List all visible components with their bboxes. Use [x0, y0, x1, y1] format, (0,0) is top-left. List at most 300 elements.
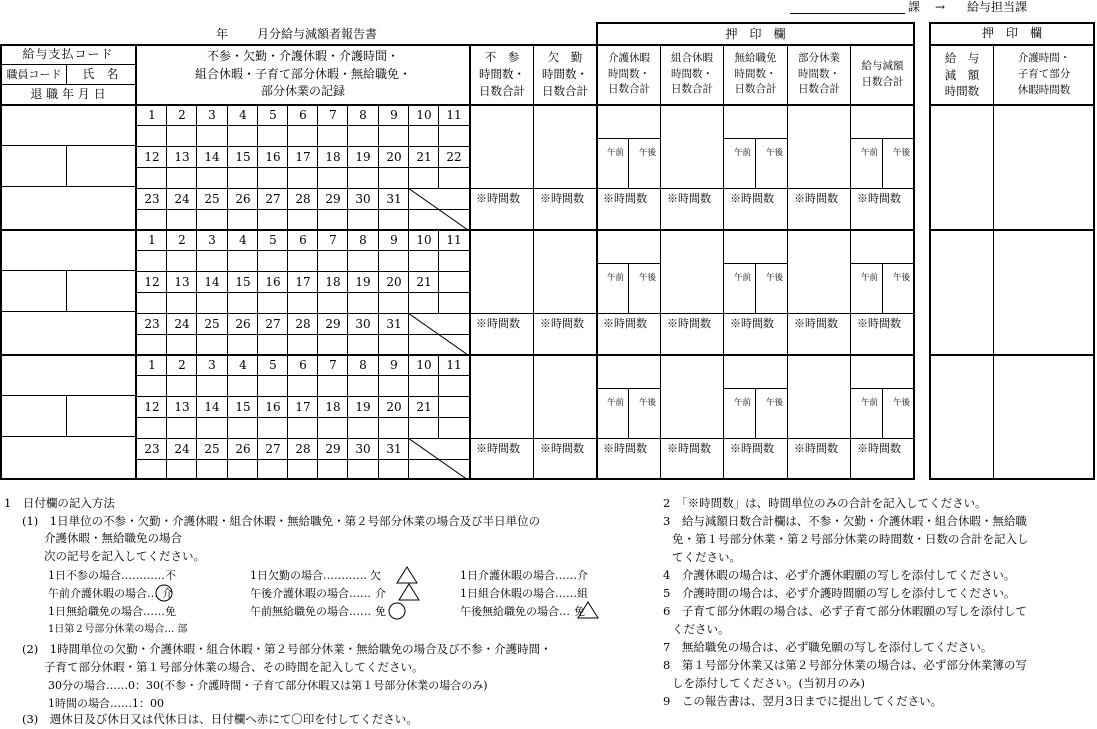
- kaigo-jikan-entry[interactable]: [995, 231, 1093, 352]
- seal-header: 押 印 欄: [725, 26, 786, 41]
- day-number: 19: [355, 274, 371, 289]
- ampm-divider: [882, 263, 883, 313]
- col-kaigo-header: 介護休暇 時間数・ 日数合計: [608, 51, 650, 96]
- hours-divider: [470, 438, 915, 439]
- pay-code-field[interactable]: [2, 356, 134, 394]
- day-number: 8: [359, 232, 367, 247]
- circle-icon: [388, 602, 406, 620]
- day-number: 4: [239, 107, 247, 122]
- day-number: 6: [299, 107, 307, 122]
- hours-label: ※時間数: [603, 192, 647, 205]
- day-number: 12: [144, 274, 160, 289]
- kyuyo-gengaku-entry[interactable]: [931, 231, 992, 352]
- day-entry-cell[interactable]: [137, 126, 166, 145]
- day-entry-cell[interactable]: [409, 126, 438, 145]
- day-number: 27: [265, 316, 281, 331]
- note-6b: ください。: [672, 622, 730, 636]
- day-entry-cell[interactable]: [137, 251, 166, 270]
- day-entry-cell[interactable]: [348, 460, 377, 479]
- note-3b: 免・第１号部分休業・第２号部分休業の時間数・日数の合計を記入し: [672, 532, 1029, 546]
- day-number: 7: [329, 107, 337, 122]
- note-8b: しを添付してください。(当初月のみ): [672, 676, 865, 690]
- kyuyo-gengaku-entry[interactable]: [931, 356, 992, 477]
- day-number: 25: [204, 316, 220, 331]
- hours-label: ※時間数: [794, 442, 838, 455]
- day-entry-cell[interactable]: [318, 210, 347, 229]
- day-entry-cell[interactable]: [318, 335, 347, 354]
- total-entry-cell[interactable]: [535, 231, 595, 311]
- day-entry-cell[interactable]: [258, 376, 287, 395]
- day-entry-cell[interactable]: [288, 251, 317, 270]
- day-number: 21: [416, 149, 432, 164]
- day-entry-cell[interactable]: [167, 335, 196, 354]
- hours-label: ※時間数: [730, 192, 774, 205]
- circle-icon: [155, 584, 173, 602]
- day-entry-cell[interactable]: [379, 418, 408, 437]
- note-8a: 8 第１号部分休業又は第２号部分休業の場合は、必ず部分休業簿の写: [663, 658, 1027, 672]
- ampm-divider: [755, 388, 756, 438]
- day-entry-cell[interactable]: [379, 251, 408, 270]
- day-number: 8: [359, 357, 367, 372]
- day-entry-cell[interactable]: [137, 418, 166, 437]
- triangle-icon: [577, 601, 599, 619]
- day-number: 21: [416, 274, 432, 289]
- hours-label: ※時間数: [857, 317, 901, 330]
- day-entry-cell[interactable]: [288, 335, 317, 354]
- day-number: 14: [204, 274, 220, 289]
- day-number: 11: [446, 357, 462, 372]
- note-5: 5 介護時間の場合は、必ず介護時間願の写しを添付してください。: [663, 586, 1016, 600]
- note-1-2b: 子育て部分休暇・第１号部分休業の場合、その時間を記入してください。: [44, 660, 424, 674]
- day-number: 26: [235, 191, 251, 206]
- day-number: 19: [355, 149, 371, 164]
- day-number: 31: [386, 191, 402, 206]
- day-number: 30: [355, 191, 371, 206]
- day-entry-cell[interactable]: [228, 335, 257, 354]
- am-label: 午前: [607, 273, 625, 283]
- day-entry-cell[interactable]: [288, 460, 317, 479]
- day-number: 8: [359, 107, 367, 122]
- day-number: 13: [174, 399, 190, 414]
- symbol-pm-kaigo: 午後介護休暇の場合…… 介: [250, 587, 386, 600]
- day-entry-cell[interactable]: [228, 460, 257, 479]
- day-entry-cell[interactable]: [167, 293, 196, 312]
- total-entry-cell[interactable]: [471, 106, 532, 186]
- hours-divider: [470, 188, 915, 189]
- day-entry-cell[interactable]: [197, 168, 226, 187]
- day-number: 21: [416, 399, 432, 414]
- note-4: 4 介護休暇の場合は、必ず介護休暇願の写しを添付してください。: [663, 568, 1016, 582]
- day-entry-cell[interactable]: [228, 210, 257, 229]
- note-6a: 6 子育て部分休暇の場合は、必ず子育て部分休暇願の写しを添付して: [663, 604, 1027, 618]
- day-number: 23: [144, 191, 160, 206]
- day-number: 4: [239, 357, 247, 372]
- ampm-divider: [755, 138, 756, 188]
- day-number: 23: [144, 316, 160, 331]
- record-header: 不参・欠勤・介護休暇・介護時間・ 組合休暇・子育て部分休暇・無給職免・ 部分休業の記録: [194, 49, 411, 99]
- day-entry-cell[interactable]: [197, 418, 226, 437]
- day-entry-cell[interactable]: [167, 168, 196, 187]
- day-entry-cell[interactable]: [379, 210, 408, 229]
- right-col-kyuyo-header: 給 与 減 額 時間数: [944, 50, 980, 99]
- day-entry-cell[interactable]: [197, 335, 226, 354]
- day-number: 24: [174, 191, 190, 206]
- header-pay-code: 給与支払コード: [22, 47, 114, 62]
- day-entry-cell[interactable]: [167, 418, 196, 437]
- right-col-kaigo-header: 介護時間・ 子育て部分 休暇時間数: [1017, 52, 1071, 96]
- symbol-pm-mukyu: 午後無給職免の場合… 免: [460, 605, 585, 618]
- total-entry-cell[interactable]: [662, 106, 722, 186]
- pm-label: 午後: [766, 273, 784, 283]
- division-name-line[interactable]: [790, 13, 905, 14]
- day-number: 16: [265, 149, 281, 164]
- day-entry-cell[interactable]: [379, 460, 408, 479]
- hours-label: ※時間数: [540, 317, 584, 330]
- note-1: 1 日付欄の記入方法: [4, 496, 115, 510]
- hours-divider: [470, 313, 915, 314]
- day-number: 30: [355, 441, 371, 456]
- am-label: 午前: [861, 148, 879, 158]
- day-number: 2: [178, 107, 186, 122]
- day-number: 24: [174, 441, 190, 456]
- day-number: 10: [416, 357, 432, 372]
- day-entry-cell[interactable]: [228, 126, 257, 145]
- day-entry-cell[interactable]: [409, 418, 438, 437]
- ampm-divider: [882, 388, 883, 438]
- ampm-divider: [628, 388, 629, 438]
- day-number: 4: [239, 232, 247, 247]
- day-number: 2: [178, 232, 186, 247]
- day-entry-cell[interactable]: [258, 335, 287, 354]
- day-entry-cell[interactable]: [167, 460, 196, 479]
- hours-label: ※時間数: [667, 442, 711, 455]
- pay-code-field[interactable]: [2, 231, 134, 269]
- day-entry-cell[interactable]: [379, 126, 408, 145]
- day-entry-cell[interactable]: [258, 126, 287, 145]
- total-entry-cell[interactable]: [662, 356, 722, 436]
- day-number: 3: [208, 232, 216, 247]
- day-number: 13: [174, 274, 190, 289]
- total-entry-cell[interactable]: [535, 106, 595, 186]
- day-entry-cell[interactable]: [258, 168, 287, 187]
- diagonal-slash-cell: [408, 188, 468, 230]
- hours-label: ※時間数: [603, 317, 647, 330]
- header-retire-date: 退 職 年 月 日: [30, 87, 106, 102]
- day-entry-cell[interactable]: [409, 251, 438, 270]
- day-number: 27: [265, 191, 281, 206]
- day-number: 28: [295, 316, 311, 331]
- note-1-1b: 介護休暇・無給職免の場合: [44, 531, 182, 545]
- kekkin-triangle-mark: 欠: [370, 569, 381, 582]
- day-entry-cell[interactable]: [318, 126, 347, 145]
- total-entry-cell[interactable]: [535, 356, 595, 436]
- ampm-divider: [851, 388, 915, 389]
- ampm-divider: [755, 263, 756, 313]
- pm-label: 午後: [893, 148, 911, 158]
- day-entry-cell[interactable]: [197, 126, 226, 145]
- day-number: 25: [204, 191, 220, 206]
- day-number: 18: [325, 399, 341, 414]
- hours-label: ※時間数: [476, 192, 520, 205]
- day-entry-cell[interactable]: [348, 210, 377, 229]
- staff-code-field[interactable]: [2, 146, 65, 185]
- day-entry-cell[interactable]: [409, 376, 438, 395]
- form-title-year: 年: [216, 27, 229, 41]
- day-entry-cell[interactable]: [288, 168, 317, 187]
- day-number: 5: [269, 357, 277, 372]
- day-entry-cell[interactable]: [197, 460, 226, 479]
- hours-label: ※時間数: [603, 442, 647, 455]
- day-entry-cell[interactable]: [197, 293, 226, 312]
- day-number: 26: [235, 441, 251, 456]
- hours-label: ※時間数: [794, 192, 838, 205]
- total-entry-cell[interactable]: [789, 106, 849, 186]
- day-entry-cell[interactable]: [167, 376, 196, 395]
- day-number: 5: [269, 107, 277, 122]
- diagonal-slash-cell: [408, 438, 468, 480]
- ampm-divider: [851, 263, 915, 264]
- triangle-icon: [398, 583, 420, 601]
- day-entry-cell[interactable]: [318, 418, 347, 437]
- day-number: 1: [148, 107, 156, 122]
- am-label: 午前: [607, 148, 625, 158]
- day-entry-cell[interactable]: [137, 460, 166, 479]
- day-entry-cell[interactable]: [348, 293, 377, 312]
- day-number: 11: [446, 107, 462, 122]
- day-entry-cell[interactable]: [348, 418, 377, 437]
- day-number: 18: [325, 149, 341, 164]
- hours-label: ※時間数: [476, 317, 520, 330]
- day-entry-cell[interactable]: [439, 168, 468, 187]
- day-entry-cell[interactable]: [288, 126, 317, 145]
- day-entry-cell[interactable]: [348, 126, 377, 145]
- day-number: 12: [144, 399, 160, 414]
- staff-code-field[interactable]: [2, 271, 65, 310]
- day-entry-cell[interactable]: [348, 376, 377, 395]
- note-1-3: (3) 週休日及び休日又は代休日は、日付欄へ赤にて〇印を付してください。: [22, 712, 418, 726]
- day-entry-cell[interactable]: [258, 418, 287, 437]
- note-1-1c: 次の記号を記入してください。: [44, 549, 205, 563]
- day-entry-cell[interactable]: [288, 376, 317, 395]
- staff-code-field[interactable]: [2, 396, 65, 435]
- symbol-1day-kekkin: 1日欠勤の場合………… 欠: [250, 569, 381, 582]
- day-entry-cell[interactable]: [439, 251, 468, 270]
- ampm-divider: [628, 263, 629, 313]
- day-number: 31: [386, 316, 402, 331]
- hours-label: ※時間数: [667, 192, 711, 205]
- day-entry-cell[interactable]: [409, 293, 438, 312]
- note-3a: 3 給与減額日数合計欄は、不参・欠勤・介護休暇・組合休暇・無給職: [663, 514, 1027, 528]
- day-entry-cell[interactable]: [258, 460, 287, 479]
- hours-label: ※時間数: [667, 317, 711, 330]
- am-label: 午前: [607, 398, 625, 408]
- day-entry-cell[interactable]: [137, 168, 166, 187]
- note-2: 2 「※時間数」は、時間単位のみの合計を記入してください。: [663, 496, 987, 510]
- ampm-divider: [628, 138, 629, 188]
- day-entry-cell[interactable]: [137, 210, 166, 229]
- day-number: 19: [355, 399, 371, 414]
- am-label: 午前: [861, 398, 879, 408]
- day-entry-cell[interactable]: [318, 460, 347, 479]
- pm-label: 午後: [766, 148, 784, 158]
- day-entry-cell[interactable]: [318, 293, 347, 312]
- day-entry-cell[interactable]: [379, 293, 408, 312]
- day-entry-cell[interactable]: [228, 293, 257, 312]
- day-number: 7: [329, 357, 337, 372]
- pm-label: 午後: [639, 273, 657, 283]
- day-number: 20: [386, 399, 402, 414]
- day-entry-cell[interactable]: [318, 168, 347, 187]
- day-number: 23: [144, 441, 160, 456]
- day-entry-cell[interactable]: [167, 251, 196, 270]
- day-number: 3: [208, 107, 216, 122]
- am-label: 午前: [734, 148, 752, 158]
- day-number: 28: [295, 441, 311, 456]
- day-number: 26: [235, 316, 251, 331]
- day-entry-cell[interactable]: [288, 210, 317, 229]
- day-number: 28: [295, 191, 311, 206]
- day-entry-cell[interactable]: [439, 376, 468, 395]
- day-number: 13: [174, 149, 190, 164]
- day-entry-cell[interactable]: [258, 293, 287, 312]
- day-entry-cell[interactable]: [258, 210, 287, 229]
- day-number: 30: [355, 316, 371, 331]
- header-name: 氏 名: [82, 67, 119, 82]
- day-entry-cell[interactable]: [137, 293, 166, 312]
- day-number: 1: [148, 357, 156, 372]
- note-3c: てください。: [672, 550, 741, 564]
- symbol-am-mukyu: 午前無給職免の場合…… 免: [250, 605, 386, 618]
- hours-label: ※時間数: [540, 442, 584, 455]
- seal-header-right: 押 印 欄: [981, 26, 1042, 41]
- header-staff-code: 職員コード: [6, 67, 62, 81]
- col-mukyu-header: 無給職免 時間数・ 日数合計: [734, 51, 777, 96]
- pm-label: 午後: [893, 398, 911, 408]
- day-entry-cell[interactable]: [228, 251, 257, 270]
- day-entry-cell[interactable]: [167, 210, 196, 229]
- arrow-icon: →: [935, 0, 946, 14]
- symbol-1day-mukyu: 1日無給職免の場合……免: [48, 605, 176, 618]
- day-number: 11: [446, 232, 462, 247]
- day-number: 27: [265, 441, 281, 456]
- total-entry-cell[interactable]: [789, 231, 849, 311]
- day-entry-cell[interactable]: [348, 251, 377, 270]
- hours-label: ※時間数: [857, 442, 901, 455]
- am-label: 午前: [734, 273, 752, 283]
- ampm-divider: [882, 138, 883, 188]
- day-number: 29: [325, 316, 341, 331]
- day-entry-cell[interactable]: [318, 376, 347, 395]
- day-number: 15: [235, 149, 251, 164]
- kaigo-jikan-entry[interactable]: [995, 356, 1093, 477]
- total-entry-cell[interactable]: [789, 356, 849, 436]
- pay-code-field[interactable]: [2, 106, 134, 144]
- day-number: 20: [386, 149, 402, 164]
- total-entry-cell[interactable]: [471, 356, 532, 436]
- symbol-1day-bubun: 1日第２号部分休業の場合… 部: [48, 624, 188, 635]
- day-number: 17: [295, 399, 311, 414]
- note-9: 9 この報告書は、翌月3日までに提出してください。: [663, 694, 943, 708]
- day-number: 18: [325, 274, 341, 289]
- pm-label: 午後: [639, 148, 657, 158]
- am-label: 午前: [734, 398, 752, 408]
- total-entry-cell[interactable]: [471, 231, 532, 311]
- day-number: 3: [208, 357, 216, 372]
- day-number: 6: [299, 232, 307, 247]
- day-number: 14: [204, 399, 220, 414]
- retire-date-field[interactable]: [2, 187, 134, 227]
- day-number: 12: [144, 149, 160, 164]
- day-number: 10: [416, 107, 432, 122]
- pm-label: 午後: [893, 273, 911, 283]
- total-entry-cell[interactable]: [662, 231, 722, 311]
- day-number: 24: [174, 316, 190, 331]
- day-entry-cell[interactable]: [228, 418, 257, 437]
- day-entry-cell[interactable]: [379, 376, 408, 395]
- day-entry-cell[interactable]: [228, 168, 257, 187]
- day-entry-cell[interactable]: [348, 335, 377, 354]
- day-number: 14: [204, 149, 220, 164]
- day-entry-cell[interactable]: [318, 251, 347, 270]
- day-entry-cell[interactable]: [197, 251, 226, 270]
- kyuyo-gengaku-entry[interactable]: [931, 106, 992, 227]
- day-entry-cell[interactable]: [167, 126, 196, 145]
- hours-label: ※時間数: [730, 442, 774, 455]
- symbol-1day-fusan: 1日不参の場合…………不: [48, 569, 176, 582]
- day-entry-cell[interactable]: [137, 376, 166, 395]
- retire-date-field[interactable]: [2, 312, 134, 352]
- division-suffix: 課: [908, 0, 921, 14]
- form-title: 月分給与減額者報告書: [257, 27, 378, 41]
- day-number: 22: [446, 149, 462, 164]
- symbol-1day-kumiai: 1日組合休暇の場合……組: [460, 587, 588, 600]
- retire-date-field[interactable]: [2, 437, 134, 477]
- kaigo-jikan-entry[interactable]: [995, 106, 1093, 227]
- day-entry-cell[interactable]: [228, 376, 257, 395]
- day-entry-cell[interactable]: [348, 168, 377, 187]
- col-kekkin-header: 欠 勤 時間数・ 日数合計: [542, 50, 588, 98]
- day-entry-cell[interactable]: [379, 335, 408, 354]
- day-entry-cell[interactable]: [288, 293, 317, 312]
- day-number: 9: [390, 232, 398, 247]
- note-1-2a: (2) 1時間単位の欠勤・介護休暇・組合休暇・第２号部分休業・無給職免の場合及び不参・介護時間・: [22, 642, 552, 656]
- day-number: 10: [416, 232, 432, 247]
- name-field[interactable]: [67, 271, 134, 310]
- day-entry-cell[interactable]: [379, 168, 408, 187]
- day-number: 2: [178, 357, 186, 372]
- day-entry-cell[interactable]: [409, 168, 438, 187]
- am-label: 午前: [861, 273, 879, 283]
- symbol-1day-kaigo: 1日介護休暇の場合……介: [460, 569, 588, 582]
- day-number: 1: [148, 232, 156, 247]
- col-gengaku-header: 給与減額 日数合計: [861, 59, 904, 88]
- note-1-2d: 1時間の場合……1：00: [48, 697, 164, 710]
- day-entry-cell[interactable]: [439, 126, 468, 145]
- day-entry-cell[interactable]: [197, 210, 226, 229]
- day-entry-cell[interactable]: [258, 251, 287, 270]
- day-entry-cell[interactable]: [197, 376, 226, 395]
- name-field[interactable]: [67, 146, 134, 185]
- day-number: 9: [390, 357, 398, 372]
- day-number: 31: [386, 441, 402, 456]
- day-number: 16: [265, 399, 281, 414]
- day-entry-cell[interactable]: [288, 418, 317, 437]
- note-1-1a: (1) 1日単位の不参・欠勤・介護休暇・組合休暇・無給職免・第２号部分休業の場合及び半日単位の: [22, 514, 541, 528]
- day-entry-cell[interactable]: [137, 335, 166, 354]
- day-number: 15: [235, 274, 251, 289]
- hours-label: ※時間数: [540, 192, 584, 205]
- name-field[interactable]: [67, 396, 134, 435]
